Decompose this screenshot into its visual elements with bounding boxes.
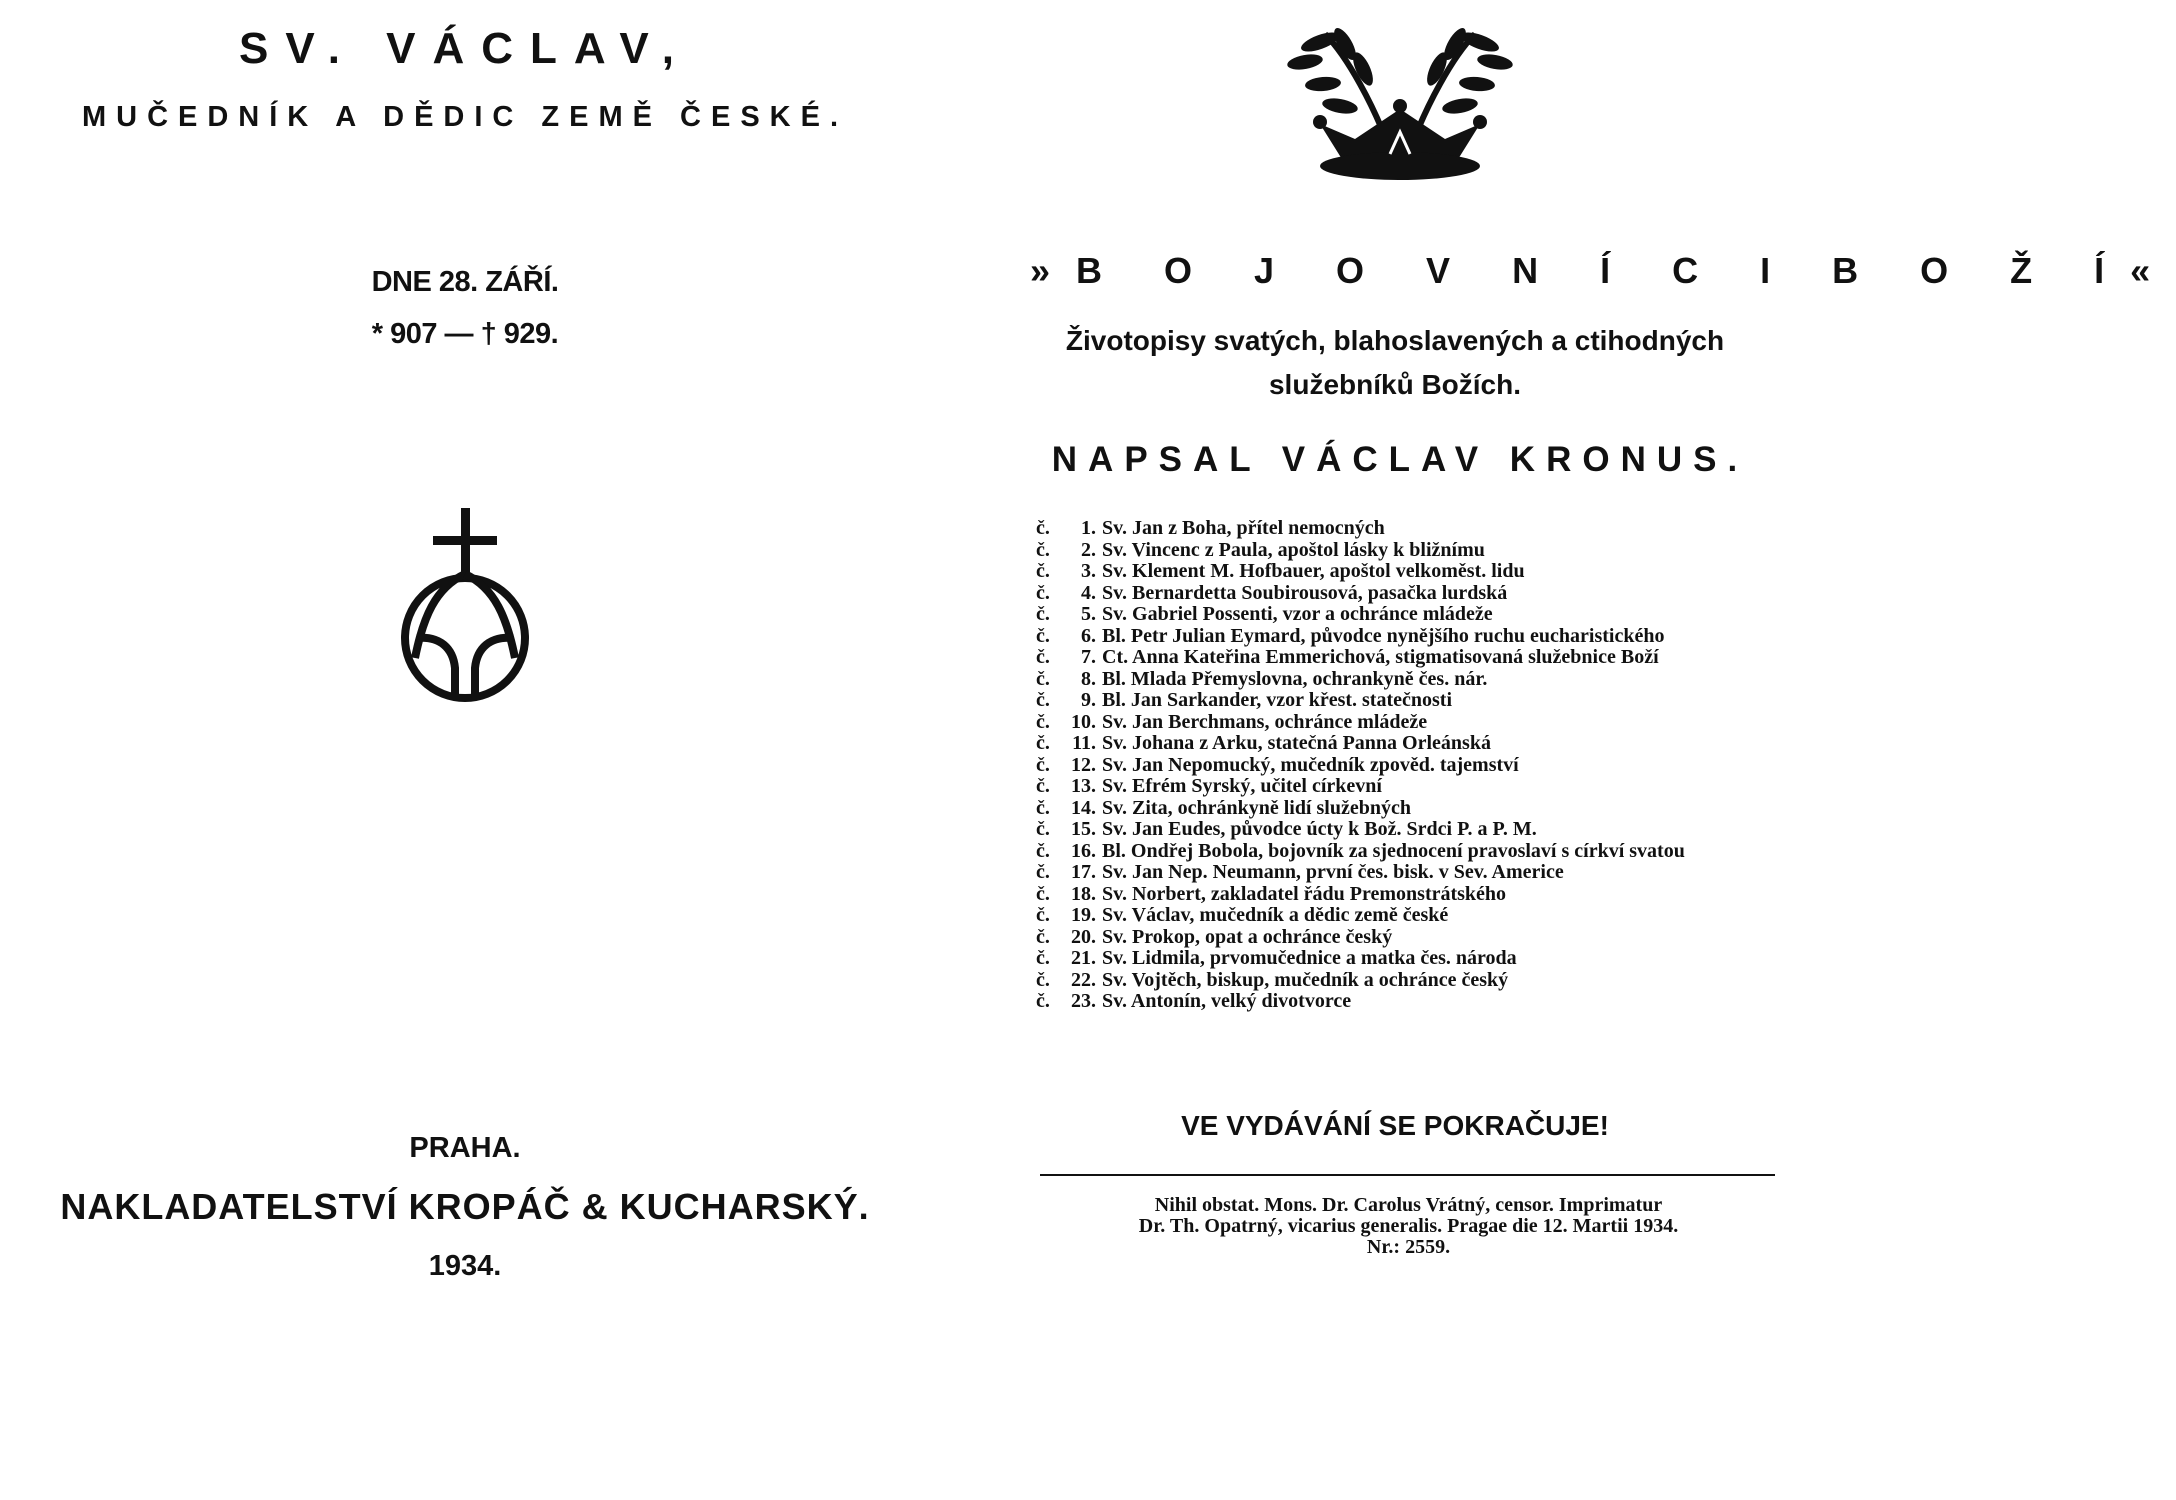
series-description-line2: služebníků Božích.	[1268, 369, 1522, 400]
book-prefix: č.	[1036, 753, 1050, 776]
book-number: 22.	[1071, 968, 1096, 991]
book-number: 7.	[1081, 646, 1096, 668]
book-number: 10.	[1071, 710, 1096, 733]
book-number: 12.	[1071, 753, 1096, 776]
series-author: NAPSAL VÁCLAV KRONUS.	[1051, 440, 1749, 479]
list-item	[1036, 841, 1776, 863]
book-prefix: č.	[1036, 861, 1050, 883]
book-title-entry: Sv. Jan z Boha, přítel nemocných	[1102, 517, 1385, 539]
book-subtitle: MUČEDNÍK A DĚDIC ZEMĚ ČESKÉ.	[81, 101, 849, 133]
book-number: 14.	[1071, 796, 1096, 819]
book-prefix: č.	[1036, 904, 1050, 926]
series-description-line1: Životopisy svatých, blahoslavených a ctihodných	[1065, 325, 1725, 356]
book-prefix: č.	[1036, 560, 1050, 582]
book-title-entry: Bl. Ondřej Bobola, bojovník za sjednocení pravoslaví s církví svatou	[1102, 839, 1685, 862]
book-title-entry: Sv. Vojtěch, biskup, mučedník a ochránce český	[1102, 968, 1509, 991]
list-item	[1036, 776, 1776, 798]
book-number: 9.	[1081, 689, 1096, 711]
publisher-city: PRAHA.	[409, 1132, 521, 1164]
book-title-entry: Sv. Antonín, velký divotvorce	[1102, 990, 1352, 1012]
series-title: »B O J O V N Í C I B O Ž Í«	[1030, 250, 2176, 291]
book-prefix: č.	[1036, 667, 1050, 690]
list-item	[1036, 862, 1776, 884]
book-title-entry: Bl. Jan Sarkander, vzor křest. statečnosti	[1102, 689, 1452, 711]
list-item	[1036, 884, 1776, 906]
book-prefix: č.	[1036, 968, 1050, 991]
book-prefix: č.	[1036, 581, 1050, 604]
imprimatur-line3: Nr.: 2559.	[1366, 1236, 1451, 1258]
book-prefix: č.	[1036, 925, 1050, 948]
list-item	[1036, 927, 1776, 949]
list-item	[1036, 561, 1776, 583]
book-title: SV. VÁCLAV,	[239, 24, 691, 73]
book-prefix: č.	[1036, 947, 1050, 969]
list-item	[1036, 948, 1776, 970]
book-number: 19.	[1071, 904, 1096, 926]
list-item	[1036, 540, 1776, 562]
list-item	[1036, 798, 1776, 820]
book-number: 11.	[1072, 732, 1096, 754]
book-title-entry: Sv. Johana z Arku, statečná Panna Orleánská	[1102, 732, 1491, 754]
life-years: * 907 — † 929.	[371, 318, 559, 350]
book-prefix: č.	[1036, 646, 1050, 668]
book-prefix: č.	[1036, 839, 1050, 862]
list-item	[1036, 970, 1776, 992]
book-title-entry: Sv. Zita, ochránkyně lidí služebných	[1102, 796, 1411, 819]
feast-date: DNE 28. ZÁŘÍ.	[371, 266, 559, 298]
list-item	[1036, 712, 1776, 734]
book-title-entry: Sv. Norbert, zakladatel řádu Premonstrátského	[1102, 882, 1507, 905]
book-prefix: č.	[1036, 517, 1050, 539]
list-item	[1036, 669, 1776, 691]
list-item	[1036, 583, 1776, 605]
book-prefix: č.	[1036, 775, 1050, 797]
book-title-entry: Sv. Vincenc z Paula, apoštol lásky k bližnímu	[1102, 538, 1485, 561]
book-number: 2.	[1081, 538, 1096, 561]
book-title-entry: Sv. Jan Nepomucký, mučedník zpověd. tajemství	[1102, 753, 1519, 776]
continuation-note: VE VYDÁVÁNÍ SE POKRAČUJE!	[1181, 1110, 1609, 1141]
book-number: 17.	[1071, 861, 1096, 883]
book-title-entry: Sv. Jan Nep. Neumann, první čes. bisk. v Sev. Americe	[1102, 861, 1564, 883]
book-number: 6.	[1081, 624, 1096, 647]
book-title-entry: Bl. Petr Julian Eymard, původce nynějšího ruchu eucharistického	[1102, 624, 1665, 647]
book-prefix: č.	[1036, 710, 1050, 733]
book-title-entry: Sv. Bernardetta Soubirousová, pasačka lurdská	[1102, 581, 1508, 604]
book-list	[1036, 518, 1776, 1013]
book-title-entry: Sv. Efrém Syrský, učitel církevní	[1102, 775, 1382, 797]
book-prefix: č.	[1036, 990, 1050, 1012]
list-item	[1036, 518, 1776, 540]
list-item	[1036, 991, 1776, 1013]
book-title-entry: Ct. Anna Kateřina Emmerichová, stigmatisovaná služebnice Boží	[1102, 646, 1659, 668]
book-number: 8.	[1081, 667, 1096, 690]
book-prefix: č.	[1036, 818, 1050, 840]
book-title-entry: Sv. Gabriel Possenti, vzor a ochránce mládeže	[1102, 603, 1493, 625]
book-prefix: č.	[1036, 732, 1050, 754]
book-number: 1.	[1081, 517, 1096, 539]
book-title-entry: Sv. Klement M. Hofbauer, apoštol velkoměst. lidu	[1102, 560, 1525, 582]
book-number: 5.	[1081, 603, 1096, 625]
book-title-entry: Sv. Jan Eudes, původce úcty k Bož. Srdci P. a P. M.	[1102, 818, 1537, 840]
book-prefix: č.	[1036, 689, 1050, 711]
list-item	[1036, 690, 1776, 712]
book-title-entry: Sv. Jan Berchmans, ochránce mládeže	[1102, 710, 1428, 733]
book-title-entry: Sv. Václav, mučedník a dědic země české	[1102, 904, 1449, 926]
book-title-entry: Bl. Mlada Přemyslovna, ochrankyně čes. nár.	[1102, 667, 1488, 690]
imprimatur-line1: Nihil obstat. Mons. Dr. Carolus Vrátný, censor. Imprimatur	[1154, 1194, 1663, 1216]
book-number: 15.	[1071, 818, 1096, 840]
book-number: 13.	[1071, 775, 1096, 797]
book-prefix: č.	[1036, 538, 1050, 561]
list-item	[1036, 819, 1776, 841]
book-title-entry: Sv. Lidmila, prvomučednice a matka čes. národa	[1102, 947, 1517, 969]
book-number: 3.	[1081, 560, 1096, 582]
list-item	[1036, 733, 1776, 755]
book-number: 4.	[1081, 581, 1096, 604]
book-prefix: č.	[1036, 882, 1050, 905]
book-prefix: č.	[1036, 624, 1050, 647]
crown-with-palms-icon	[1285, 14, 1515, 194]
cross-kk-monogram-icon	[395, 508, 535, 704]
imprimatur	[1036, 1195, 1781, 1258]
book-number: 23.	[1071, 990, 1096, 1012]
book-prefix: č.	[1036, 603, 1050, 625]
divider	[1040, 1174, 1775, 1176]
publication-year: 1934.	[428, 1250, 502, 1282]
list-item	[1036, 905, 1776, 927]
list-item	[1036, 626, 1776, 648]
list-item	[1036, 647, 1776, 669]
book-prefix: č.	[1036, 796, 1050, 819]
book-number: 18.	[1071, 882, 1096, 905]
book-title-entry: Sv. Prokop, opat a ochránce český	[1102, 925, 1393, 948]
book-number: 16.	[1071, 839, 1096, 862]
book-number: 20.	[1071, 925, 1096, 948]
book-number: 21.	[1071, 947, 1096, 969]
list-item	[1036, 604, 1776, 626]
imprimatur-line2: Dr. Th. Opatrný, vicarius generalis. Pragae die 12. Martii 1934.	[1138, 1215, 1679, 1237]
list-item	[1036, 755, 1776, 777]
publisher-name: NAKLADATELSTVÍ KROPÁČ & KUCHARSKÝ.	[60, 1186, 870, 1227]
